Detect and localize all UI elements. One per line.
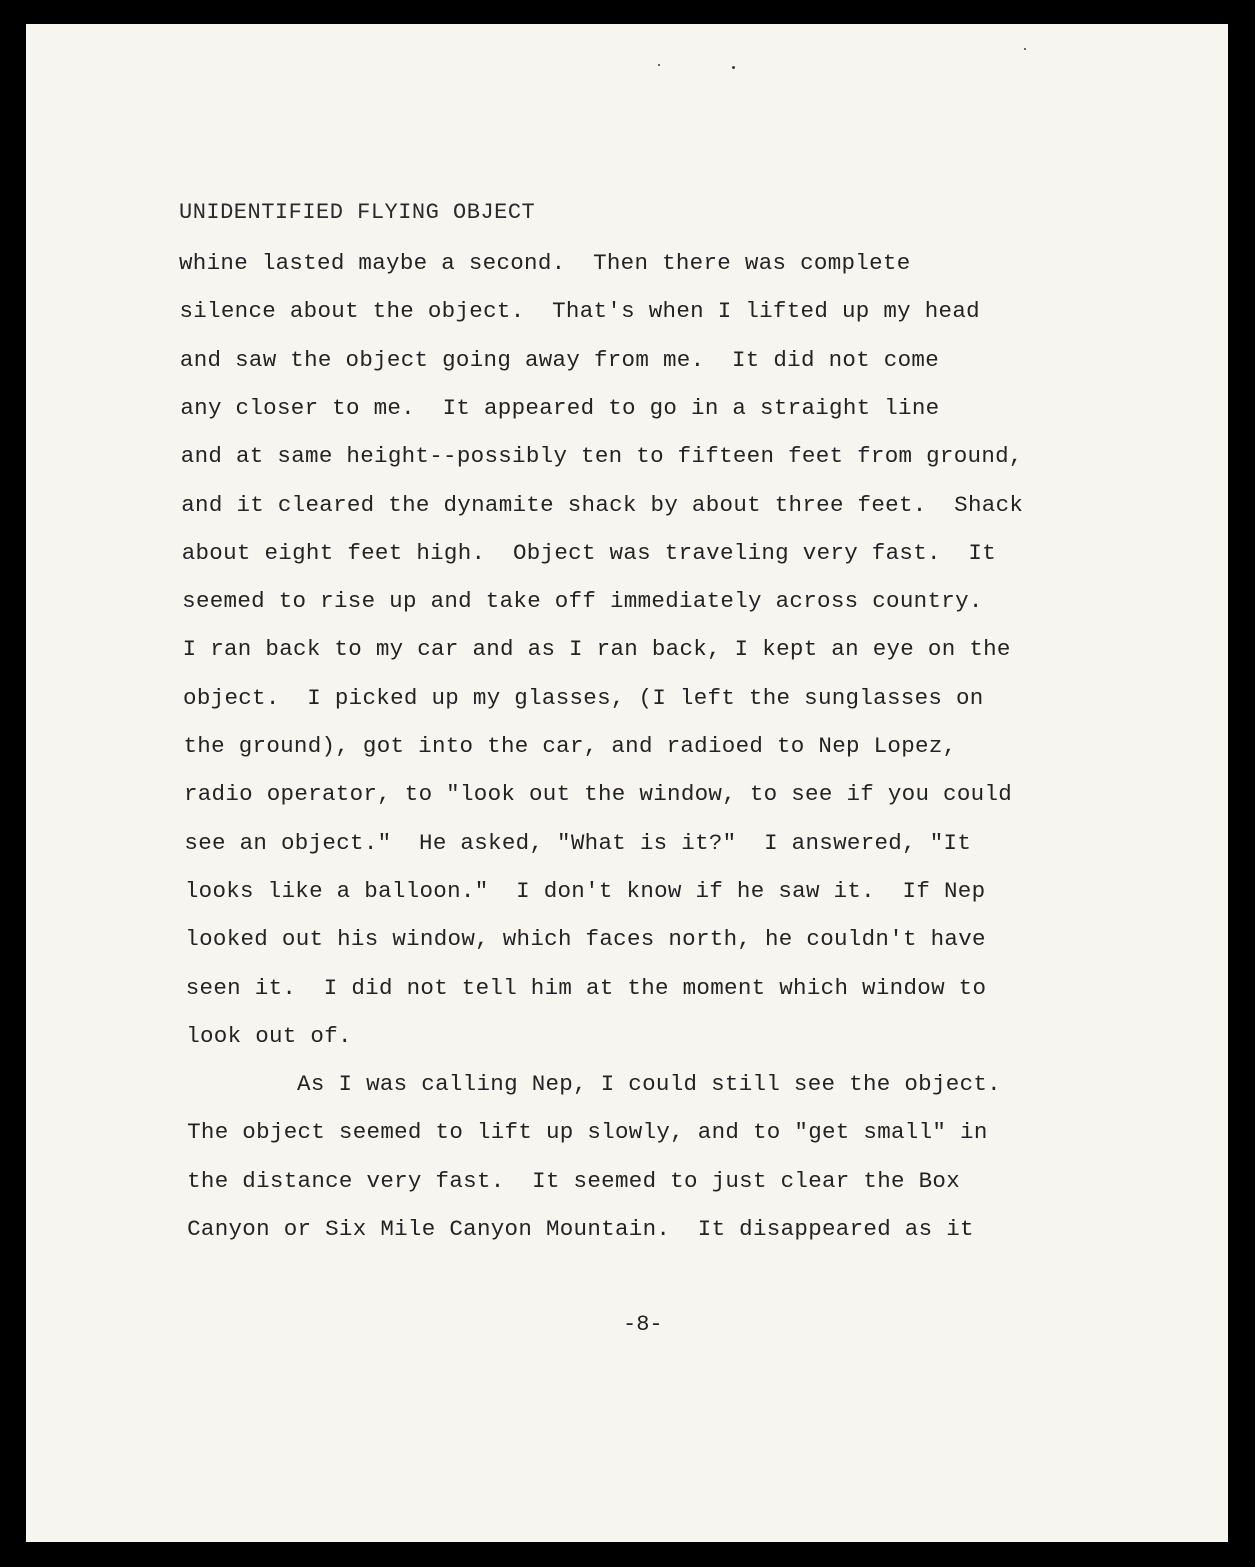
- document-title: UNIDENTIFIED FLYING OBJECT: [179, 200, 536, 225]
- scan-speck: [1024, 48, 1026, 50]
- text-line: As I was calling Nep, I could still see the object.: [186, 1071, 1001, 1098]
- scan-speck: [732, 66, 735, 69]
- text-line: seen it. I did not tell him at the moment which window to: [185, 974, 987, 1001]
- scan-speck: [658, 64, 660, 66]
- text-line: object. I picked up my glasses, (I left the sunglasses on: [183, 684, 984, 711]
- text-line: radio operator, to "look out the window, to see if you could: [183, 781, 1013, 808]
- text-line: about eight feet high. Object was traveling very fast. It: [181, 539, 997, 566]
- text-line: looks like a balloon." I don't know if he saw it. If Nep: [184, 877, 986, 904]
- text-line: Canyon or Six Mile Canyon Mountain. It disappeared as it: [187, 1216, 974, 1242]
- text-line: The object seemed to lift up slowly, and to "get small" in: [187, 1119, 988, 1146]
- text-line: the distance very fast. It seemed to just clear the Box: [187, 1167, 961, 1194]
- text-line: and at same height--possibly ten to fifteen feet from ground,: [180, 443, 1023, 470]
- text-line: I ran back to my car and as I ran back, I kept an eye on the: [182, 636, 1011, 663]
- page-number: -8-: [623, 1312, 663, 1337]
- text-line: whine lasted maybe a second. Then there was complete: [179, 250, 911, 276]
- text-line: and it cleared the dynamite shack by about three feet. Shack: [181, 491, 1024, 518]
- text-line: silence about the object. That's when I lifted up my head: [179, 298, 980, 325]
- text-line: and saw the object going away from me. It did not come: [179, 346, 940, 373]
- text-line: any closer to me. It appeared to go in a straight line: [180, 394, 940, 421]
- text-line: seemed to rise up and take off immediately across country.: [182, 588, 983, 615]
- document-page: [26, 24, 1228, 1542]
- text-line: the ground), got into the car, and radioed to Nep Lopez,: [183, 733, 957, 759]
- text-line: look out of.: [186, 1022, 352, 1049]
- text-line: see an object." He asked, "What is it?" I answered, "It: [184, 829, 972, 856]
- text-line: looked out his window, which faces north, he couldn't have: [185, 926, 986, 953]
